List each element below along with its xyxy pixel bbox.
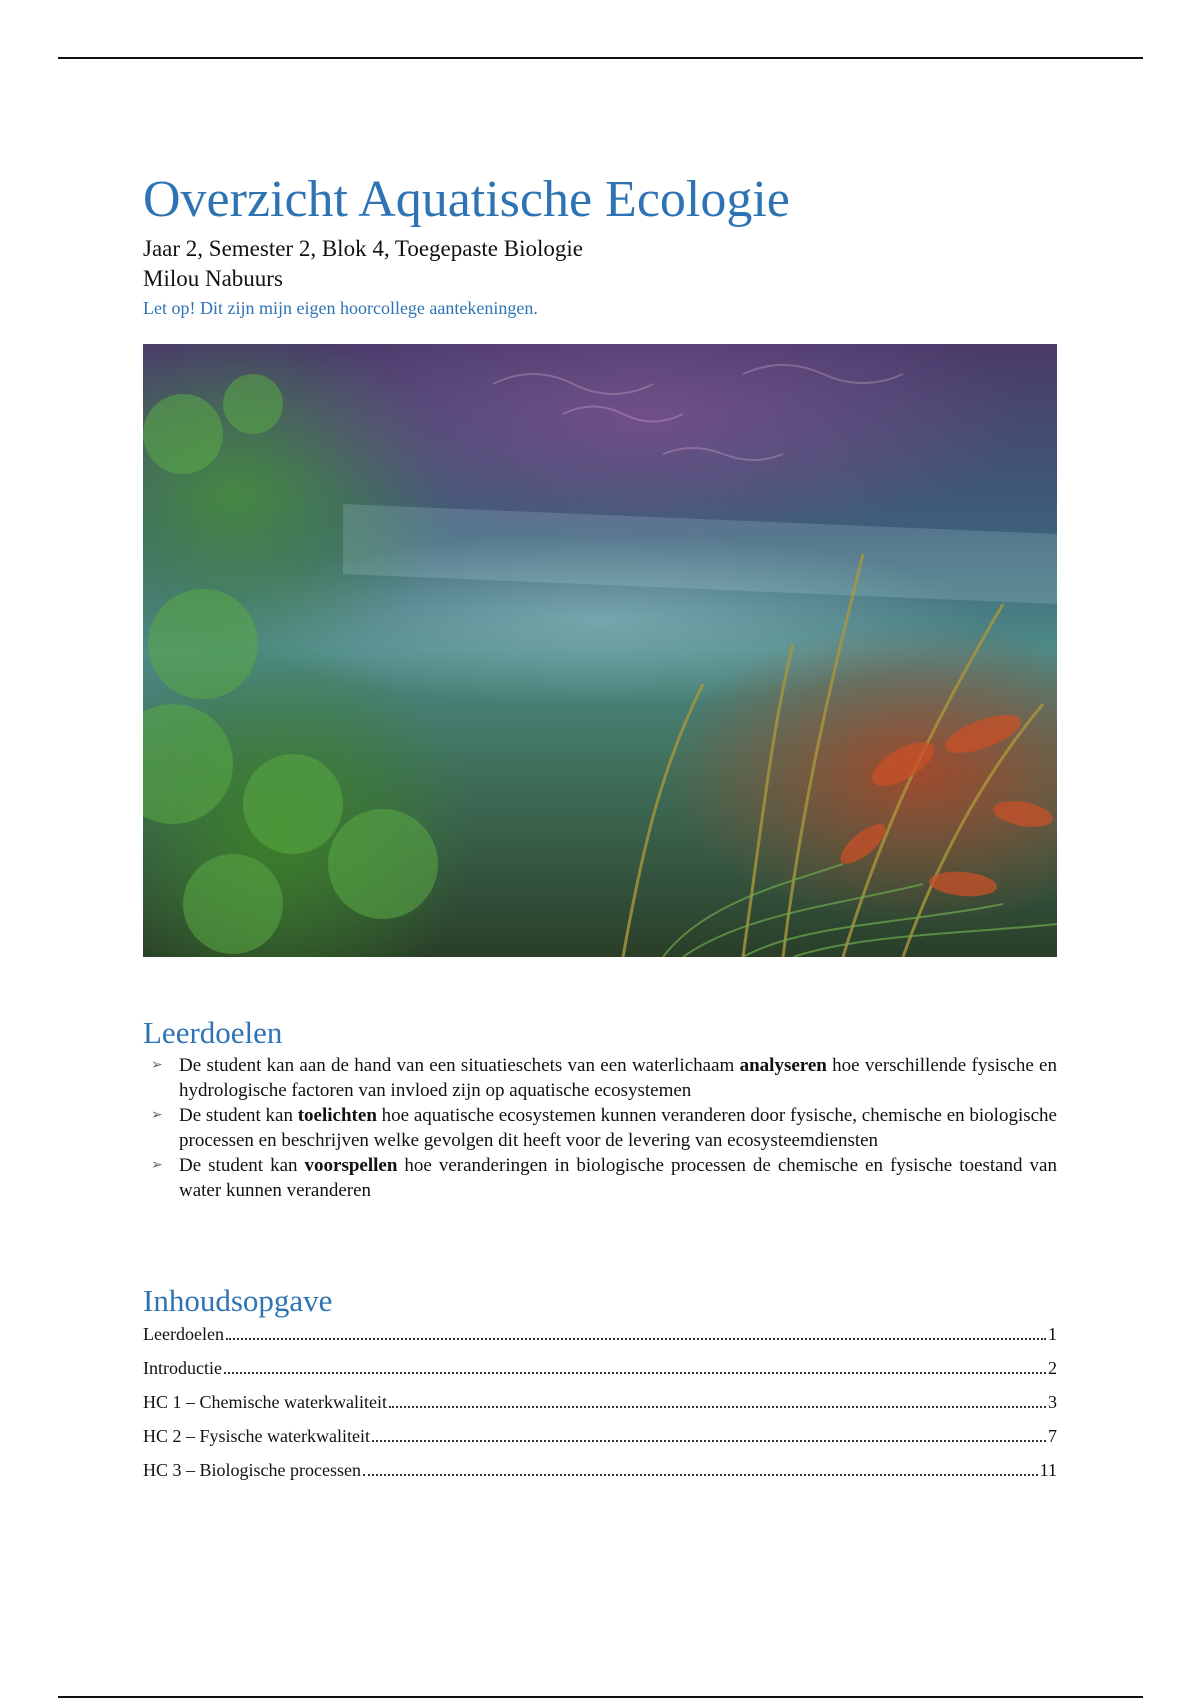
toc-entry-hc1[interactable]	[143, 1390, 1057, 1424]
leerdoelen-list	[143, 1053, 1057, 1203]
table-of-contents	[143, 1322, 1057, 1492]
toc-leader-dots	[389, 1406, 1046, 1408]
footer-rule	[58, 1696, 1143, 1698]
bold-verb: voorspellen	[304, 1155, 398, 1176]
toc-leader-dots	[226, 1338, 1046, 1340]
header-rule	[58, 57, 1143, 59]
toc-entry-label: HC 1 – Chemische waterkwaliteit	[143, 1392, 387, 1412]
document-subtitle: Jaar 2, Semester 2, Blok 4, Toegepaste Biologie	[143, 236, 583, 261]
inhoudsopgave-heading: Inhoudsopgave	[143, 1283, 333, 1318]
document-author: Milou Nabuurs	[143, 266, 283, 291]
list-item: ➢ De student kan toelichten hoe aquatische ecosystemen kunnen veranderen door fysische, chemische en biologische processen en beschrijven welke gevolgen dit heeft voor de levering van ecosysteemdiensten	[151, 1105, 1057, 1151]
list-item: ➢ De student kan voorspellen hoe veranderingen in biologische processen de chemische en fysische toestand van water kunnen veranderen	[151, 1155, 1057, 1201]
bold-verb: analyseren	[739, 1055, 827, 1076]
toc-leader-dots	[363, 1474, 1038, 1476]
toc-entry-page: 3	[1048, 1392, 1057, 1412]
toc-entry-hc3[interactable]	[143, 1458, 1057, 1492]
toc-entry-leerdoelen[interactable]	[143, 1322, 1057, 1356]
toc-entry-page: 1	[1048, 1324, 1057, 1344]
toc-entry-page: 11	[1039, 1460, 1057, 1480]
arrow-bullet-icon: ➢	[151, 1158, 163, 1173]
toc-entry-label: Introductie	[143, 1358, 222, 1378]
toc-leader-dots	[372, 1440, 1046, 1442]
toc-entry-label: Leerdoelen	[143, 1324, 224, 1344]
toc-entry-hc2[interactable]	[143, 1424, 1057, 1458]
list-item: ➢ De student kan aan de hand van een situatieschets van een waterlichaam analyseren hoe verschillende fysische en hydrologische factoren van invloed zijn op aquatische ecosystemen	[151, 1055, 1057, 1101]
toc-leader-dots	[224, 1372, 1046, 1374]
toc-entry-page: 7	[1048, 1426, 1057, 1446]
underwater-photo	[143, 344, 1057, 957]
title-block	[143, 170, 1057, 320]
toc-entry-label: HC 3 – Biologische processen	[143, 1460, 361, 1480]
arrow-bullet-icon: ➢	[151, 1058, 163, 1073]
document-note: Let op! Dit zijn mijn eigen hoorcollege aantekeningen.	[143, 298, 538, 318]
bold-verb: toelichten	[297, 1105, 377, 1126]
leerdoelen-heading: Leerdoelen	[143, 1015, 283, 1050]
underwater-photo-illustration	[143, 344, 1057, 957]
toc-entry-label: HC 2 – Fysische waterkwaliteit	[143, 1426, 370, 1446]
toc-entry-introductie[interactable]	[143, 1356, 1057, 1390]
arrow-bullet-icon: ➢	[151, 1108, 163, 1123]
document-title: Overzicht Aquatische Ecologie	[143, 171, 790, 228]
toc-entry-page: 2	[1048, 1358, 1057, 1378]
